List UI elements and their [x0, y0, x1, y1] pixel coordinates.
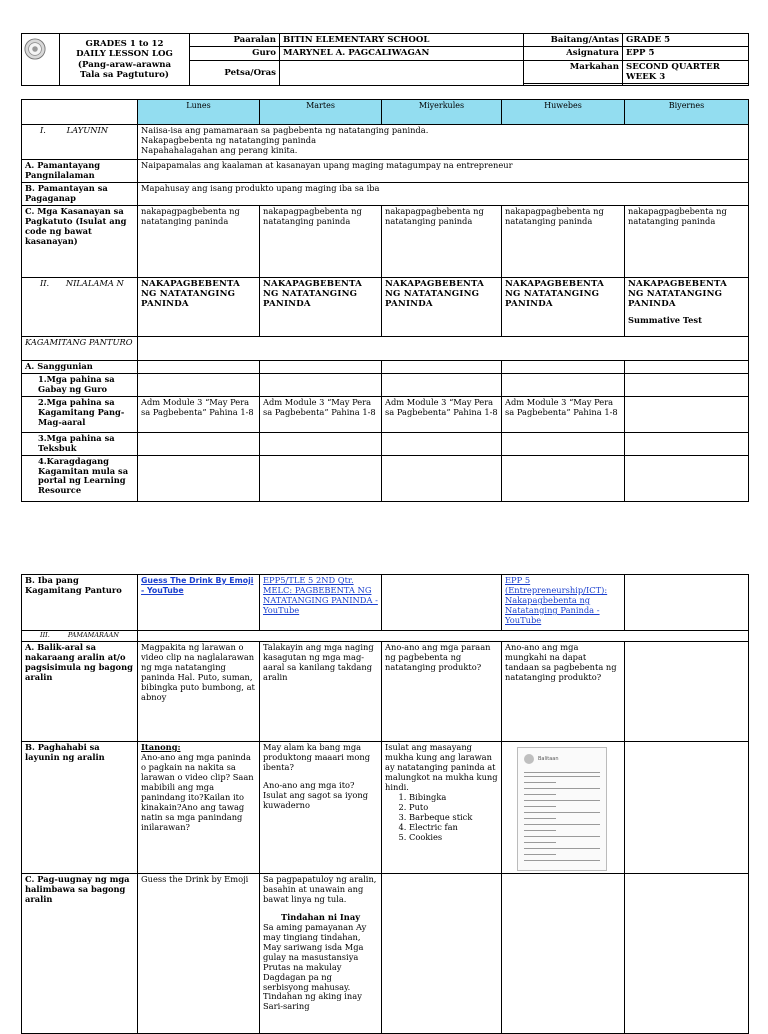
list-item: 2. Puto [409, 803, 498, 813]
kagamitan-mag-aaral-label: 2.Mga pahina sa Kagamitang Pang-Mag-aaral [22, 396, 138, 432]
guro-label: Guro [190, 47, 280, 60]
title-line-1: GRADES 1 to 12 [85, 39, 164, 49]
layunin-num: I. [40, 125, 46, 135]
list-item: 3. Barbeque stick [409, 813, 498, 823]
quarter-text: SECOND QUARTER [626, 61, 720, 72]
gabay-guro-label: 1.Mga pahina sa Gabay ng Guro [22, 373, 138, 396]
pamantayang-label: A. Pamantayang Pangnilalaman [22, 160, 138, 183]
blank-header [22, 100, 138, 125]
lr-tue [260, 455, 382, 501]
poem-title: Tindahan ni Inay [280, 911, 361, 922]
day-wednesday: Miyerkules [382, 100, 502, 125]
lr-wed [382, 455, 502, 501]
day-thursday: Huwebes [502, 100, 625, 125]
pag-uugnay-thu [502, 874, 625, 1034]
paghahabi-label: B. Paghahabi sa layunin ng aralin [22, 742, 138, 874]
guro-value: MARYNEL A. PAGCALIWAGAN [280, 47, 524, 60]
module-tue: Adm Module 3 “May Pera sa Pagbebenta” Pahina 1-8 [260, 396, 382, 432]
kasanayan-label: C. Mga Kasanayan sa Pagkatuto (Isulat ang code ng bawat kasanayan) [22, 205, 138, 277]
sanggunian-tue [260, 360, 382, 373]
worksheet-logo-icon [524, 754, 534, 764]
kasanayan-wed: nakapagpagbebenta ng natatanging paninda [382, 205, 502, 277]
teksbuk-wed [382, 432, 502, 455]
summative-test: Summative Test [628, 314, 702, 325]
worksheet-line [524, 830, 556, 831]
paghahabi-tue-q2: Ano-ano ang mga ito? Isulat ang sagot sa iyong kuwaderno [263, 779, 369, 810]
kasanayan-thu: nakapagpagbebenta ng natatanging paninda [502, 205, 625, 277]
worksheet-line [524, 818, 556, 819]
module-mon: Adm Module 3 “May Pera sa Pagbebenta” Pahina 1-8 [138, 396, 260, 432]
worksheet-line [524, 836, 600, 837]
pag-uugnay-mon: Guess the Drink by Emoji [138, 874, 260, 1034]
title-line-3: (Pang-araw-arawna [77, 59, 172, 70]
kasanayan-fri: nakapagpagbebenta ng natatanging paninda [625, 205, 749, 277]
worksheet-line [524, 776, 600, 777]
paghahabi-thu [502, 742, 625, 874]
layunin-line-3: Napahahalagahan ang perang kinita. [141, 144, 298, 155]
pagaganap-label: B. Pamantayan sa Pagaganap [22, 182, 138, 205]
worksheet-title: Balitaan [538, 756, 559, 762]
balik-aral-thu: Ano-ano ang mga mungkahi na dapat tandaan sa pagbebenta ng natatanging produkto? [502, 642, 625, 742]
worksheet-line [524, 806, 556, 807]
lesson-table-1 [21, 99, 749, 502]
deped-seal-icon [24, 38, 46, 60]
balik-aral-tue: Talakayin ang mga naging kasagutan ng mga mag-aaral sa kanilang takdang aralin [260, 642, 382, 742]
paghahabi-tue-q1: May alam ka bang mga produktong maaari mong ibenta? [263, 742, 371, 772]
worksheet-line [524, 782, 556, 783]
layunin-line-2: Nakapagbebenta ng natatanging paninda [141, 134, 317, 145]
asignatura-value: EPP 5 [623, 47, 749, 60]
pamamaraan-label [22, 631, 138, 642]
nilalaman-fri-text: NAKAPAGBEBENTA NG NATATANGING PANINDA [628, 278, 728, 310]
module-fri [625, 396, 749, 432]
worksheet-line [524, 772, 600, 773]
nilalaman-text: NILALAMA N [65, 277, 124, 288]
poem-text: Sa aming pamayanan Ay may tingiang tindahan, May sariwang isda Mga gulay na masustansiya Prutas na makulay Dagdagan pa ng serbisyong mahusay. Tindahan ng aking inay Sari-saring [263, 921, 367, 1012]
sanggunian-mon [138, 360, 260, 373]
teksbuk-label: 3.Mga pahina sa Teksbuk [22, 432, 138, 455]
worksheet-line [524, 788, 600, 789]
link-tue-cell [260, 575, 382, 631]
gabay-mon [138, 373, 260, 396]
teksbuk-fri [625, 432, 749, 455]
nilalaman-thu: NAKAPAGBEBENTA NG NATATANGING PANINDA [502, 277, 625, 336]
kasanayan-tue: nakapagpagbebenta ng natatanging paninda [260, 205, 382, 277]
paghahabi-wed [382, 742, 502, 874]
gabay-tue [260, 373, 382, 396]
deped-seal [22, 34, 60, 86]
paghahabi-wed-intro: Isulat ang masayang mukha kung ang larawan ay natatanging paninda at malungkot na mukha kung hindi. [385, 742, 498, 792]
kagamitan-blank [138, 336, 749, 360]
pamantayang-value: Naipapamalas ang kaalaman at kasanayan upang maging matagumpay na entrepreneur [138, 160, 749, 183]
log-title [60, 34, 190, 86]
pag-uugnay-fri [625, 874, 749, 1034]
markahan-value [623, 60, 749, 84]
pamamaraan-blank [138, 631, 749, 642]
list-item: 4. Electric fan [409, 823, 498, 833]
pamamaraan-num: III. [40, 631, 50, 639]
link-wed-cell [382, 575, 502, 631]
pag-uugnay-tue [260, 874, 382, 1034]
gabay-thu [502, 373, 625, 396]
lr-mon [138, 455, 260, 501]
link-thu-cell [502, 575, 625, 631]
week-text: WEEK 3 [626, 71, 666, 82]
markahan-label: Markahan [524, 60, 623, 84]
paghahabi-mon [138, 742, 260, 874]
link-guess-the-drink[interactable]: Guess The Drink By Emoji - YouTube [141, 576, 254, 595]
layunin-content [138, 125, 749, 160]
nilalaman-wed: NAKAPAGBEBENTA NG NATATANGING PANINDA [382, 277, 502, 336]
layunin-label [22, 125, 138, 160]
worksheet-line [524, 842, 556, 843]
iba-pang-kagamitan-label: B. Iba pang Kagamitang Panturo [22, 575, 138, 631]
nilalaman-num: II. [40, 277, 50, 288]
itanong-heading: Itanong: [141, 742, 181, 752]
balik-aral-mon: Magpakita ng larawan o video clip na naglalarawan ng mga natatanging paninda Hal. Puto, suman, bibingka puto bumbong, at abnoy [138, 642, 260, 742]
worksheet-line [524, 800, 600, 801]
gabay-fri [625, 373, 749, 396]
pagaganap-value: Mapahusay ang isang produkto upang maging iba sa iba [138, 182, 749, 205]
paaralan-label: Paaralan [190, 34, 280, 47]
day-tuesday: Martes [260, 100, 382, 125]
asignatura-label: Asignatura [524, 47, 623, 60]
teksbuk-mon [138, 432, 260, 455]
paghahabi-fri [625, 742, 749, 874]
nilalaman-label [22, 277, 138, 336]
pag-uugnay-label: C. Pag-uugnay ng mga halimbawa sa bagong aralin [22, 874, 138, 1034]
worksheet-line [524, 854, 556, 855]
learning-resource-label: 4.Karagdagang Kagamitan mula sa portal ng Learning Resource [22, 455, 138, 501]
lr-fri [625, 455, 749, 501]
worksheet-line [524, 824, 600, 825]
nilalaman-tue: NAKAPAGBEBENTA NG NATATANGING PANINDA [260, 277, 382, 336]
title-line-2: DAILY LESSON LOG [76, 49, 173, 60]
layunin-text: LAYUNIN [66, 125, 108, 135]
day-friday: Biyernes [625, 100, 749, 125]
sanggunian-thu [502, 360, 625, 373]
link-mon-cell [138, 575, 260, 631]
pag-uugnay-wed [382, 874, 502, 1034]
link-epp5-entrepreneurship[interactable]: EPP 5 (Entrepreneurship/ICT): Nakapagbebenta ng Natatanging Paninda - YouTube [505, 575, 608, 625]
module-wed: Adm Module 3 “May Pera sa Pagbebenta” Pahina 1-8 [382, 396, 502, 432]
kagamitan-label: KAGAMITANG PANTURO [22, 336, 138, 360]
link-fri-cell [625, 575, 749, 631]
petsa-value [280, 60, 524, 86]
poem-intro: Sa pagpapatuloy ng aralin, basahin at unawain ang bawat linya ng tula. [263, 874, 377, 904]
balik-aral-wed: Ano-ano ang mga paraan ng pagbebenta ng natatanging produkto? [382, 642, 502, 742]
baitang-label: Baitang/Antas [524, 34, 623, 47]
header-table [21, 33, 749, 86]
paaralan-value: BITIN ELEMENTARY SCHOOL [280, 34, 524, 47]
worksheet-line [524, 812, 600, 813]
day-monday: Lunes [138, 100, 260, 125]
lr-thu [502, 455, 625, 501]
worksheet-line [524, 794, 556, 795]
worksheet-line [524, 848, 600, 849]
balik-aral-fri [625, 642, 749, 742]
teksbuk-tue [260, 432, 382, 455]
worksheet-line [524, 860, 600, 861]
markahan-spacer-value [623, 84, 749, 86]
link-epp5-tle5-pagbebenta[interactable]: EPP5/TLE 5 2ND Qtr. MELC: PAGBEBENTA NG NATATANGING PANINDA - YouTube [263, 575, 378, 615]
itanong-text: Ano-ano ang mga paninda o pagkain na nakita sa larawan o video clip? Saan mabibili ang mga panindang ito?Kailan ito kinakain?Ano ang tawag natin sa mga panindang inilarawan? [141, 751, 254, 832]
sanggunian-wed [382, 360, 502, 373]
paghahabi-tue [260, 742, 382, 874]
balik-aral-label: A. Balik-aral sa nakaraang aralin at/o pagsisimula ng bagong aralin [22, 642, 138, 742]
baitang-value: GRADE 5 [623, 34, 749, 47]
module-thu: Adm Module 3 “May Pera sa Pagbebenta” Pahina 1-8 [502, 396, 625, 432]
sanggunian-label: A. Sanggunian [22, 360, 138, 373]
sanggunian-fri [625, 360, 749, 373]
gabay-wed [382, 373, 502, 396]
item-list [385, 793, 498, 843]
markahan-spacer-label [524, 84, 623, 86]
nilalaman-fri [625, 277, 749, 336]
title-line-4: Tala sa Pagtuturo) [80, 69, 169, 80]
lesson-table-2 [21, 574, 749, 1034]
list-item: 5. Cookies [409, 833, 498, 843]
pamamaraan-text: PAMAMARAAN [67, 631, 119, 639]
petsa-label: Petsa/Oras [190, 60, 280, 86]
nilalaman-mon: NAKAPAGBEBENTA NG NATATANGING PANINDA [138, 277, 260, 336]
teksbuk-thu [502, 432, 625, 455]
list-item: 1. Bibingka [409, 793, 498, 803]
kasanayan-mon: nakapagpagbebenta ng natatanging paninda [138, 205, 260, 277]
worksheet-thumbnail [517, 747, 607, 871]
layunin-line-1: Naiisa-isa ang pamamaraan sa pagbebenta ng natatanging paninda. [141, 125, 429, 135]
